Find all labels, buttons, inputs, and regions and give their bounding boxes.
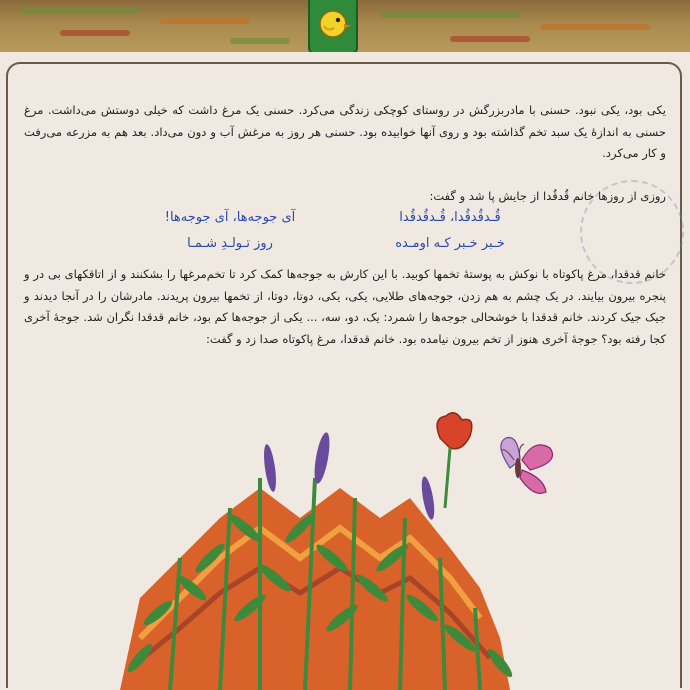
story-paragraph-2: خانم قدقدا، مرغ پاکوتاه با نوکش به پوستهٔ تخمها کوبید. با این کارش به جوجه‌ها کمک کرد تا تخم‌مرغها را بشکنند و از اتاقکهای بی در و پنجره بیرون بیایند. در یک چشم به هم زدن، جوجه‌های طلایی، یکی، یکی، دوتا، دوتا، از تخمها بیرون پریدند. مادرشان را در آنجا دیدند و جیک جیک کردند. خانم قدقدا با خوشحالی جوجه‌ها را شمرد: یک، دو، سه، ... یکی از جوجه‌ها کم بود، خانم قدقدا نگران شد. جوجهٔ آخری کجا رفته بود؟ جوجهٔ آخری هنوز از تخم بیرون نیامده بود. خانم قدقدا، مرغ پاکوتاه صدا زد و گفت: (24, 267, 666, 346)
song-line-2-right: خـبر خـبر کـه اومـده (395, 236, 505, 251)
red-flower-icon (437, 413, 472, 508)
song-line-1-right: قُـدقُدقُدا، قُـدقُدقُدا (399, 210, 501, 225)
flower-field-illustration (110, 408, 580, 690)
chicken-song (130, 208, 550, 260)
chick-icon (310, 4, 356, 44)
story-intro-line: روزی از روزها خانم قُدقُدا از جایش پا شد و گفت: (429, 189, 666, 203)
story-paragraph-1: یکی بود، یکی نبود. حسنی با مادربزرگش در روستای کوچکی زندگی می‌کرد. حسنی یک مرغ داشت که خیلی دوستش می‌داشت. مرغ حسنی به اندازهٔ یک سبد تخم گذاشته بود و روی آنها خوابیده بود. حسنی هر روز به مرغش آب و دون می‌داد. بعد هم به مزرعه می‌رفت و کار می‌کرد. (24, 103, 666, 160)
chapter-tab (308, 0, 358, 54)
butterfly-icon (501, 437, 553, 493)
song-line-2-left: روز تـولـدِ شـمـا (187, 236, 273, 251)
song-line-1-left: آی جوجه‌ها، آی جوجه‌ها! (164, 210, 296, 225)
